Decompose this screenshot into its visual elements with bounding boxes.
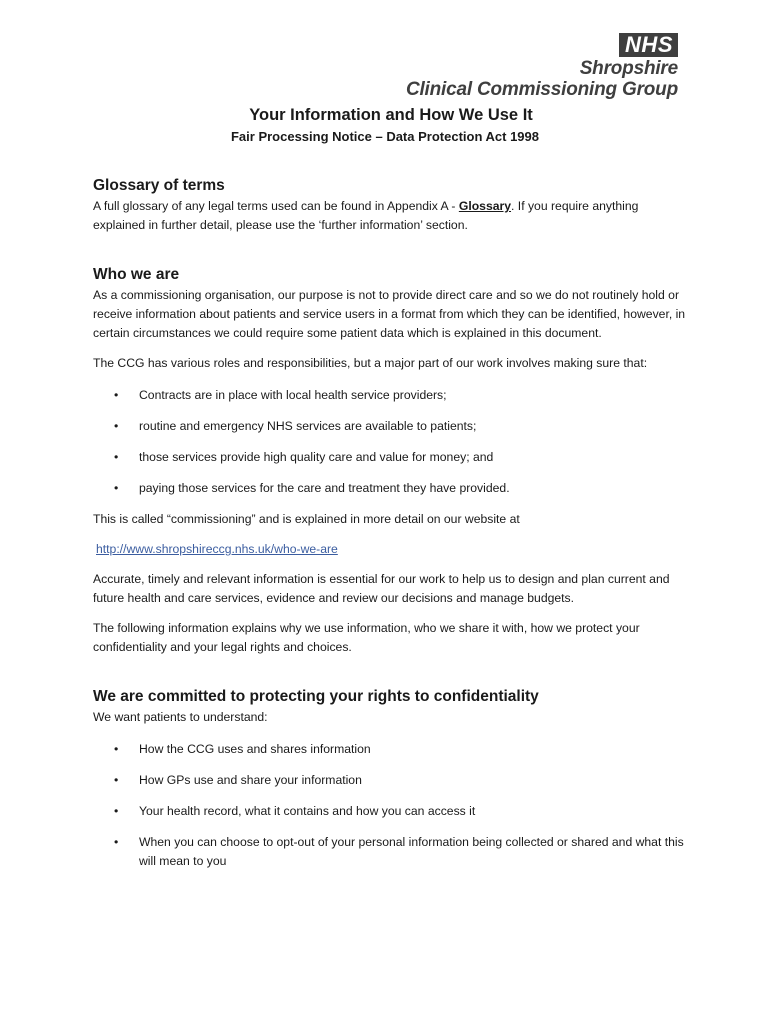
list-item: • those services provide high quality care and value for money; and (93, 448, 693, 467)
logo-organisation-name: Clinical Commissioning Group (405, 79, 678, 100)
glossary-heading: Glossary of terms (93, 177, 225, 194)
document-body (93, 176, 693, 883)
who-we-are-paragraph-1: As a commissioning organisation, our purpose is not to provide direct care and so we do not routinely hold or receive information about patients and service users in a format from which they can be identified, however, in certain circumstances we could require some patient data which is explained in this document. (93, 288, 686, 340)
list-item: • paying those services for the care and treatment they have provided. (93, 479, 693, 498)
commissioning-paragraph: This is called “commissioning” and is explained in more detail on our website at (93, 512, 520, 526)
who-we-are-paragraph-5: The following information explains why we use information, who we share it with, how we protect your confidentiality and your legal rights and choices. (93, 621, 640, 654)
website-link-line (93, 540, 693, 559)
glossary-text-before: A full glossary of any legal terms used can be found in Appendix A - (93, 199, 459, 213)
committed-heading: We are committed to protecting your rights to confidentiality (93, 688, 539, 705)
website-link[interactable]: http://www.shropshireccg.nhs.uk/who-we-are (96, 542, 338, 556)
list-item: • Contracts are in place with local health service providers; (93, 386, 693, 405)
list-item: • How GPs use and share your information (93, 771, 693, 790)
committed-intro: We want patients to understand: (93, 710, 268, 724)
who-we-are-heading: Who we are (93, 266, 180, 283)
list-item: • How the CCG uses and shares information (93, 740, 693, 759)
who-we-are-paragraph-4: Accurate, timely and relevant information is essential for our work to help us to design and plan current and future health and care services, evidence and review our decisions and manage budgets. (93, 572, 670, 605)
document-subtitle: Fair Processing Notice – Data Protection Act 1998 (230, 129, 539, 144)
glossary-paragraph (93, 197, 693, 235)
glossary-link[interactable]: Glossary (458, 199, 512, 213)
list-item: • When you can choose to opt-out of your personal information being collected or shared and what this will mean to you (93, 833, 693, 871)
list-item: • Your health record, what it contains and how you can access it (93, 802, 693, 821)
responsibilities-list (93, 386, 693, 498)
understanding-list (93, 740, 693, 871)
who-we-are-paragraph-2: The CCG has various roles and responsibilities, but a major part of our work involves making sure that: (93, 356, 648, 370)
nhs-badge: NHS (619, 33, 678, 57)
glossary-text-after: . If you require anything explained in further detail, please use the ‘further information’ section. (93, 199, 639, 232)
document-title: Your Information and How We Use It (249, 106, 533, 124)
logo-area-name: Shropshire (579, 58, 678, 79)
list-item: • routine and emergency NHS services are available to patients; (93, 417, 693, 436)
nhs-logo (406, 33, 678, 101)
